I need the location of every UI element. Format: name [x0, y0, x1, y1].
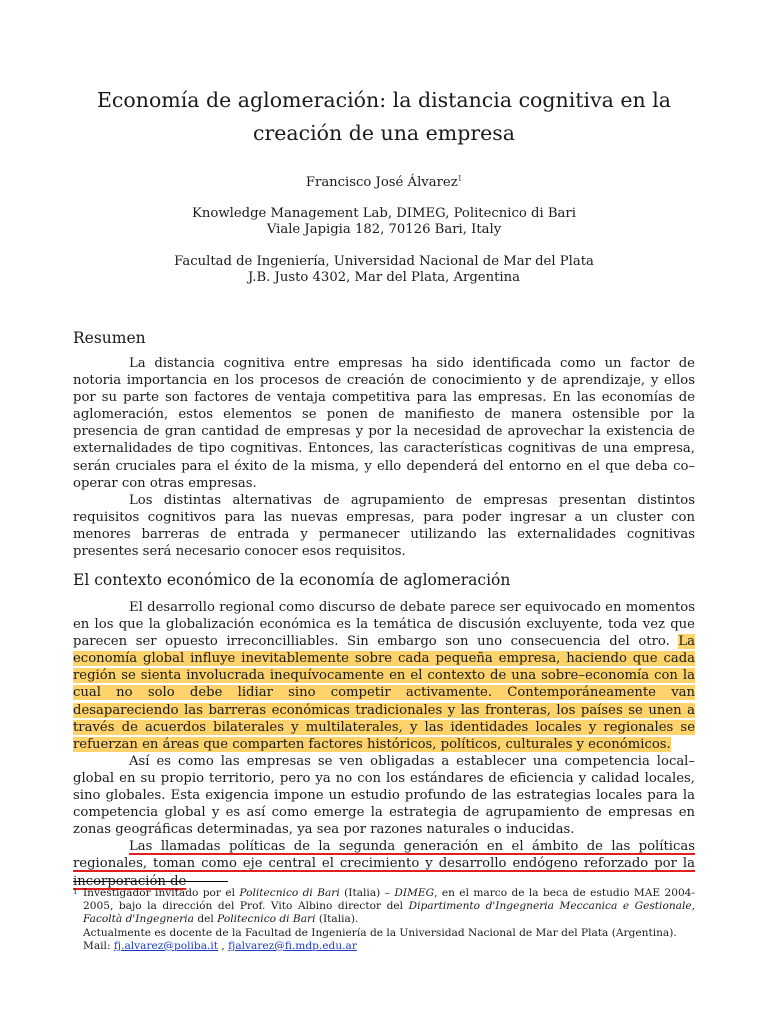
footnote-segment: ,	[691, 900, 695, 913]
footnote-italic: DIMEG	[394, 887, 435, 899]
section-heading: El contexto económico de la economía de aglomeración	[73, 571, 511, 589]
underlined-passage: Las llamadas políticas de la segunda generación en el ámbito de las políticas regionales, toman como eje central el crecimiento y desarrollo endógeno reforzado por la incorporación de	[73, 839, 695, 889]
footnote-line-2: Actualmente es docente de la Facultad de Ingeniería de la Universidad Nacional de Mar del Plata (Argentina).	[83, 926, 677, 939]
mail-label: Mail:	[83, 939, 114, 952]
affiliation-1-line-1: Knowledge Management Lab, DIMEG, Politecnico di Bari	[192, 206, 576, 221]
footnote-body	[83, 887, 695, 953]
author-footnote-mark: 1	[457, 174, 463, 183]
abstract-body	[73, 355, 695, 560]
footnote-segment: (Italia).	[315, 913, 359, 926]
section-paragraph-1-text: El desarrollo regional como discurso de debate parece ser equivocado en momentos en los que la globalización económica es la temática de discusión excluyente, toda vez que parecen ser opuesto irreconcilliables. Sin embargo son uno consecuencia del otro.	[73, 600, 695, 650]
footnote	[73, 887, 695, 953]
abstract-paragraph-2: Los distintas alternativas de agrupamiento de empresas presentan distintos requisitos cognitivos para las nuevas empresas, para poder ingresar a un cluster con menores barreras de entrada y permanecer utilizando las externalidades cognitivas presentes será necesario conocer esos requisitos.	[73, 492, 695, 560]
footnote-italic: Politecnico di Bari	[217, 913, 316, 926]
section-paragraph-1	[73, 599, 695, 753]
affiliation-1	[60, 206, 708, 238]
highlighted-passage: La economía global influye inevitablemente sobre cada pequeña empresa, haciendo que cada región se sienta involucrada inequívocamente en el contexto de una sobre–economía con la cual no solo debe lidiar sino competir activamente. Contemporáneamente van desapareciendo las barreras económicas tradicionales y las fronteras, los países se unen a través de acuerdos bilaterales y multilaterales, y las identidades locales y regionales se refuerzan en áreas que comparten factores históricos, políticos, culturales y económicos.	[73, 634, 695, 752]
title-line-2: creación de una empresa	[252, 121, 515, 145]
footnote-italic: Politecnico di Bari	[239, 887, 340, 899]
paper-title	[60, 84, 708, 150]
email-separator: ,	[218, 939, 229, 952]
email-link-poliba[interactable]: fj.alvarez@poliba.it	[113, 939, 219, 952]
abstract-heading: Resumen	[73, 329, 146, 347]
section-body	[73, 599, 695, 890]
affiliation-2-line-1: Facultad de Ingeniería, Universidad Nacional de Mar del Plata	[174, 254, 594, 269]
affiliation-2	[60, 254, 708, 286]
footnote-segment: , en el marco de la beca de estudio MAE 2004-2005, bajo la dirección del Prof. Vito Albino director del	[83, 887, 696, 913]
footnote-text	[83, 887, 695, 927]
section-paragraph-2: Así es como las empresas se ven obligadas a establecer una competencia local–global en su propio territorio, pero ya no con los estándares de eficiencia y calidad locales, sino globales. Esta exigencia impone un estudio profundo de las estrategias locales para la competencia global y es así como emerge la estrategia de agrupamiento de empresas en zonas geográficas determinadas, ya sea por razones naturales o inducidas.	[73, 753, 695, 838]
affiliation-1-line-2: Viale Japigia 182, 70126 Bari, Italy	[266, 222, 502, 237]
abstract-paragraph-1: La distancia cognitiva entre empresas ha sido identificada como un factor de notoria importancia en los procesos de creación de conocimiento y de aprendizaje, y ellos por su parte son factores de ventaja competitiva para las empresas. En las economías de aglomeración, estos elementos se ponen de manifiesto de manera ostensible por la presencia de gran cantidad de empresas y por la necesidad de aprovechar la existencia de externalidades de tipo cognitivas. Entonces, las características cognitivas de una empresa, serán cruciales para el éxito de la misma, y ello dependerá del entorno en el que deba co–operar con otras empresas.	[73, 356, 695, 491]
footnote-italic: Facoltà d'Ingegneria	[83, 913, 194, 926]
affiliation-2-line-2: J.B. Justo 4302, Mar del Plata, Argentina	[248, 270, 520, 285]
footnote-segment: Investigador invitado por el	[83, 887, 240, 899]
footnote-mail-line	[83, 940, 695, 953]
footnote-italic: Dipartimento d'Ingegneria Meccanica e Gestionale	[408, 900, 692, 913]
footnote-segment: del	[193, 913, 218, 926]
email-link-mdp[interactable]: fjalvarez@fi.mdp.edu.ar	[228, 939, 357, 952]
footnote-separator	[73, 881, 228, 882]
footnote-segment: (Italia) –	[339, 887, 395, 899]
author-name: Francisco José Álvarez	[305, 175, 458, 190]
footnote-mark: 1	[73, 888, 78, 896]
title-line-1: Economía de aglomeración: la distancia cognitiva en la	[96, 88, 672, 112]
author-line	[60, 175, 708, 191]
